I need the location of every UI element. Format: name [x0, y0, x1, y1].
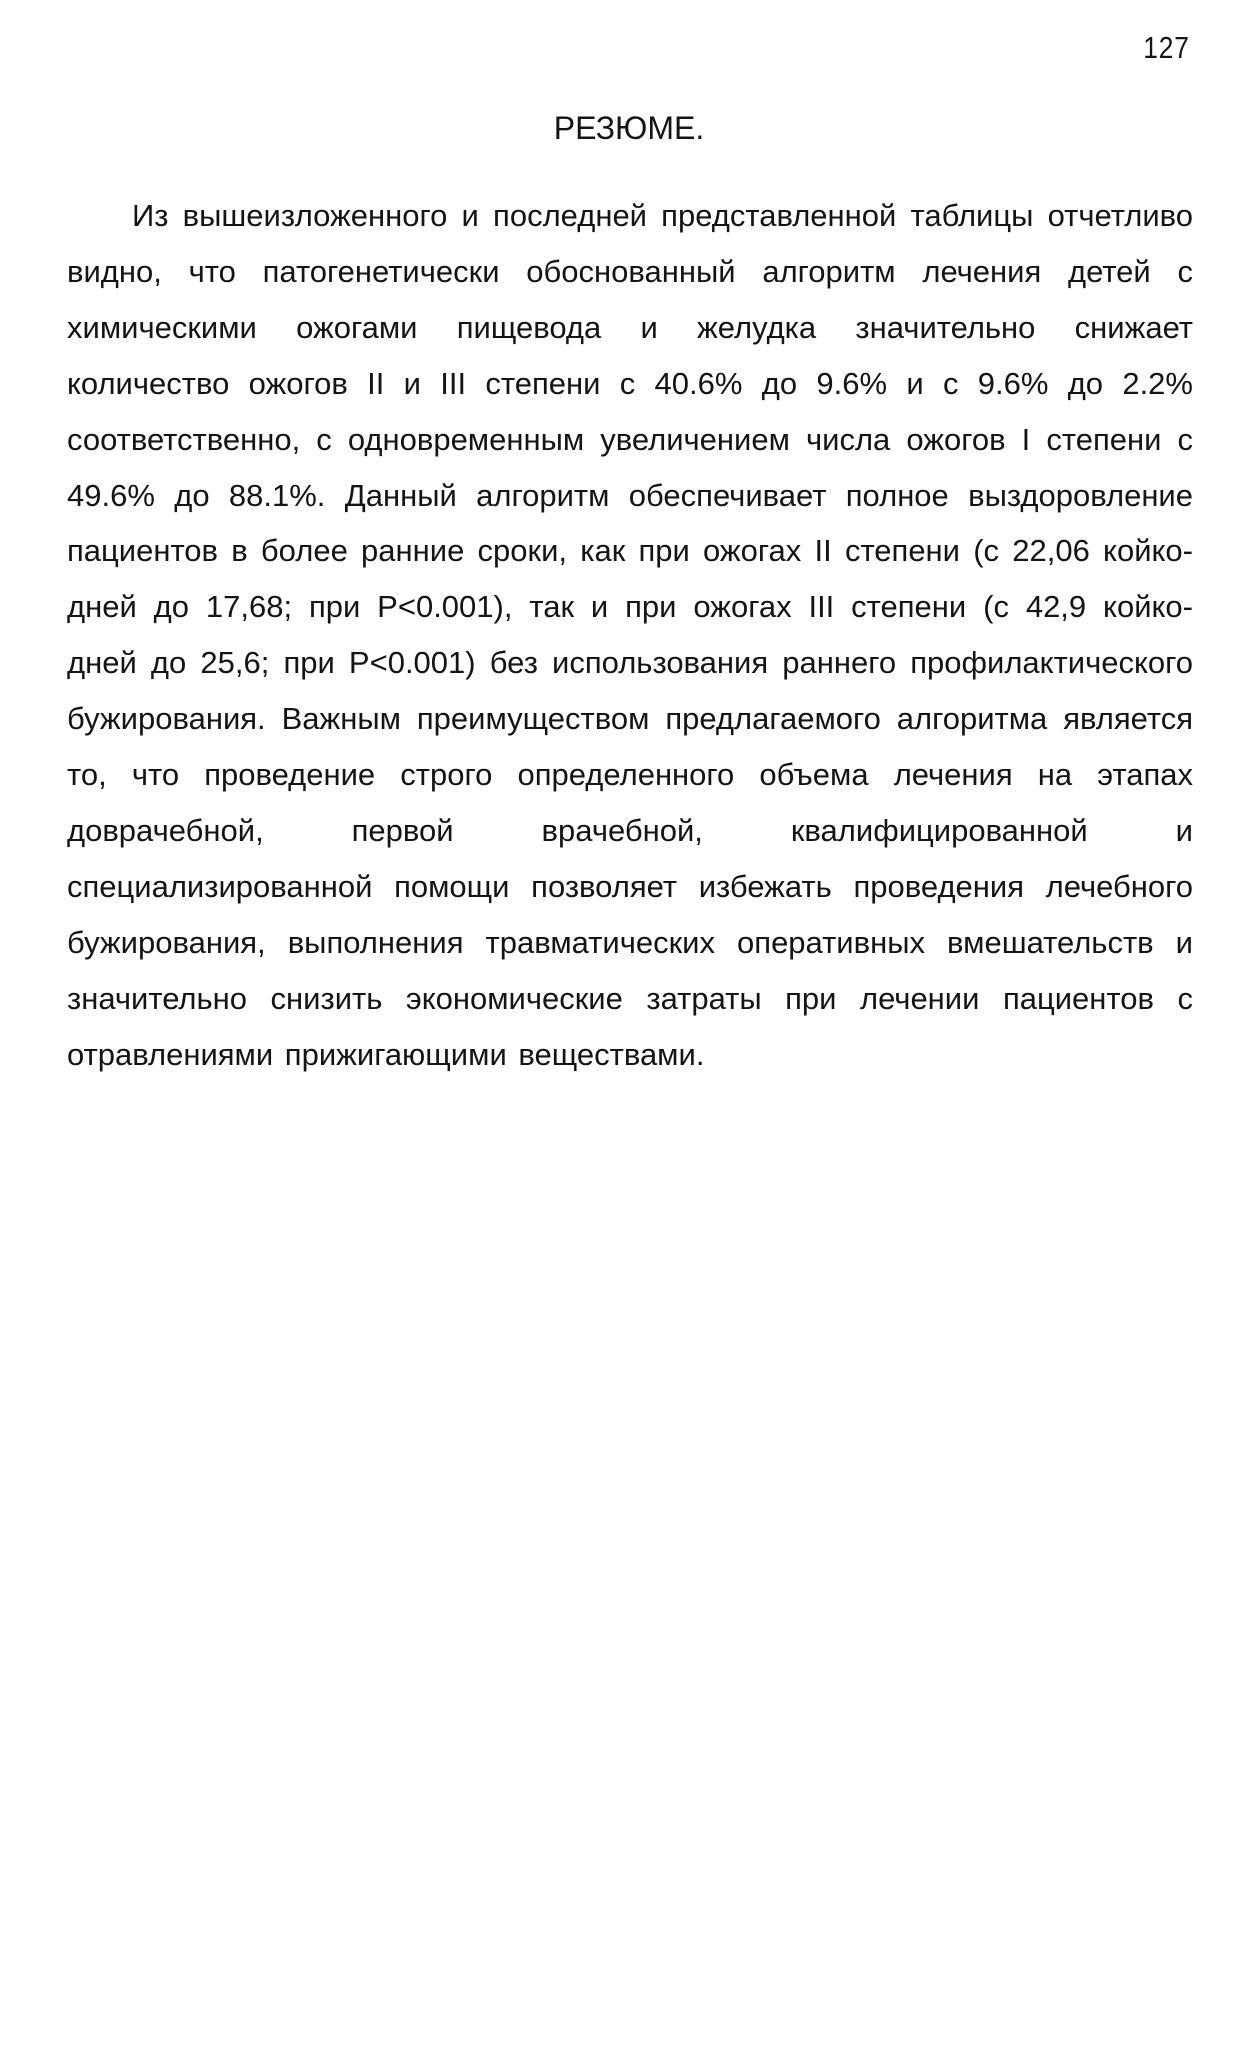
section-title: РЕЗЮМЕ. [553, 110, 705, 146]
summary-paragraph: Из вышеизложенного и последней представленной таблицы отчетливо видно, что патогенетически обоснованный алгоритм лечения детей с химическими ожогами пищевода и желудка значительно снижает количество ожогов II и III степени с 40.6% до 9.6% и с 9.6% до 2.2% соответственно, с одновременным увеличением числа ожогов I степени с 49.6% до 88.1%. Данный алгоритм обеспечивает полное выздоровление пациентов в более ранние сроки, как при ожогах II степени (с 22,06 койко-дней до 17,68; при P<0.001), так и при ожогах III степени (с 42,9 койко-дней до 25,6; при P<0.001) без использования раннего профилактического бужирования. Важным преимуществом предлагаемого алгоритма является то, что проведение строго определенного объема лечения на этапах доврачебной, первой врачебной, квалифицированной и специализированной помощи позволяет избежать проведения лечебного бужирования, выполнения травматических оперативных вмешательств и значительно снизить экономические затраты при лечении пациентов с отравлениями прижигающими веществами. [67, 198, 1193, 1072]
section-title-wrapper [0, 110, 1258, 147]
page-number: 127 [1143, 30, 1190, 65]
